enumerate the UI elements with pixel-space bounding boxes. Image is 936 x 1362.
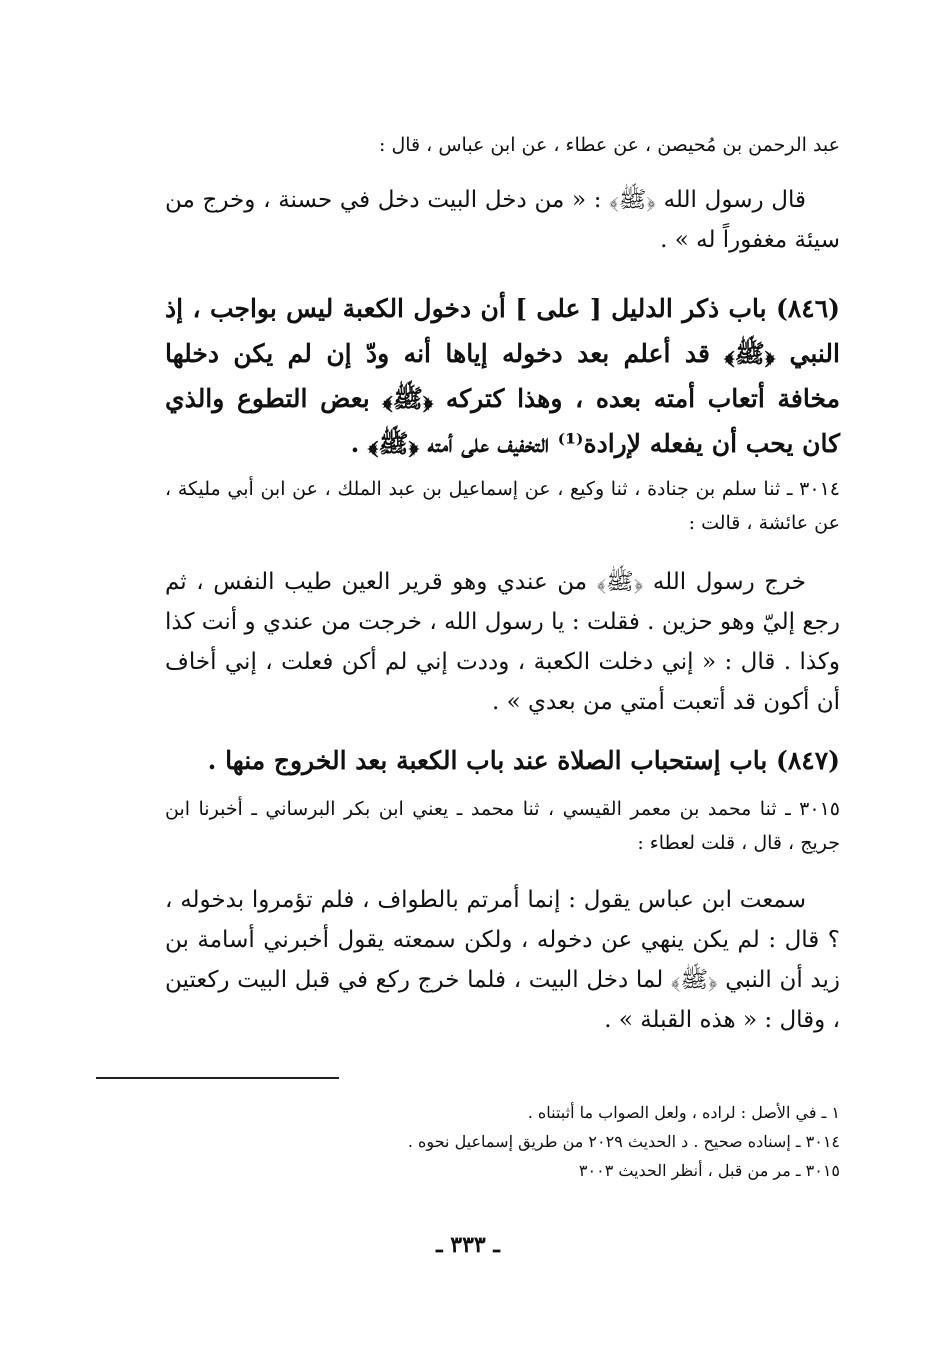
hadith-text-3013 [165,180,840,260]
isnad-3015 [165,792,840,860]
isnad-text: ٣٠١٤ ـ ثنا سلم بن جنادة ، ثنا وكيع ، عن إسماعيل بن عبد الملك ، عن ابن أبي مليكة ، عن عائشة ، قالت : [165,478,840,534]
chapter-heading-846 [165,286,840,466]
footnotes [165,1098,840,1185]
chapter-heading-text: (٨٤٧) باب إستحباب الصلاة عند باب الكعبة بعد الخروج منها . [207,746,840,775]
hadith-text-3014 [165,562,840,722]
footnote-1: ١ ـ في الأصل : لراده ، ولعل الصواب ما أثبتناه . [527,1103,840,1122]
isnad-text: ٣٠١٥ ـ ثنا محمد بن معمر القيسي ، ثنا محمد ـ يعني ابن بكر البرساني ـ أخبرنا ابن جريج ، قال ، قلت لعطاء : [165,798,840,854]
chapter-heading-847 [165,738,840,783]
chain-text: عبد الرحمن بن مُحيصن ، عن عطاء ، عن ابن عباس ، قال : [379,134,840,156]
footnote-3014: ٣٠١٤ ـ إسناده صحيح . د الحديث ٢٠٢٩ من طريق إسماعيل نحوه . [407,1132,840,1151]
chain-continuation [165,128,840,162]
footnote-3015: ٣٠١٥ ـ مر من قبل ، أنظر الحديث ٣٠٠٣ [578,1161,840,1180]
isnad-3014 [165,472,840,540]
hadith-paragraph: خرج رسول الله ﴿ﷺ﴾ من عندي وهو قرير العين طيب النفس ، ثم رجع إليّ وهو حزين . فقلت : يا رسول الله ، خرجت من عندي و أنت كذا وكذا . قال : « إني دخلت الكعبة ، وددت إني لم أكن فعلت ، إني أخاف أن أكون قد أتعبت أمتي من بعدي » . [165,569,840,715]
footnote-separator [96,1077,339,1079]
hadith-paragraph: سمعت ابن عباس يقول : إنما أمرتم بالطواف ، فلم تؤمروا بدخوله ، ؟ قال : لم يكن ينهي عن دخوله ، ولكن سمعته يقول أخبرني أسامة بن زيد أن النبي ﴿ﷺ﴾ لما دخل البيت ، فلما خرج ركع في قبل البيت ركعتين ، وقال : « هذه القبلة » . [165,887,840,1033]
hadith-paragraph: قال رسول الله ﴿ﷺ﴾ : « من دخل البيت دخل في حسنة ، وخرج من سيئة مغفوراً له » . [165,187,840,253]
page-number: ـ ٣٣٣ ـ [436,1232,500,1258]
hadith-text-3015 [165,880,840,1040]
chapter-heading-text: (٨٤٦) باب ذكر الدليل [ على ] أن دخول الكعبة ليس بواجب ، إذ النبي ﴿ﷺ﴾ قد أعلم بعد دخوله إياها أنه ودّ إن لم يكن دخلها مخافة أتعاب أمته بعده ، وهذا كتركه ﴿ﷺ﴾ بعض التطوع والذي كان يحب أن يفعله لإرادة⁽¹⁾ التخفيف على أمته ﴿ﷺ﴾ . [165,294,840,458]
